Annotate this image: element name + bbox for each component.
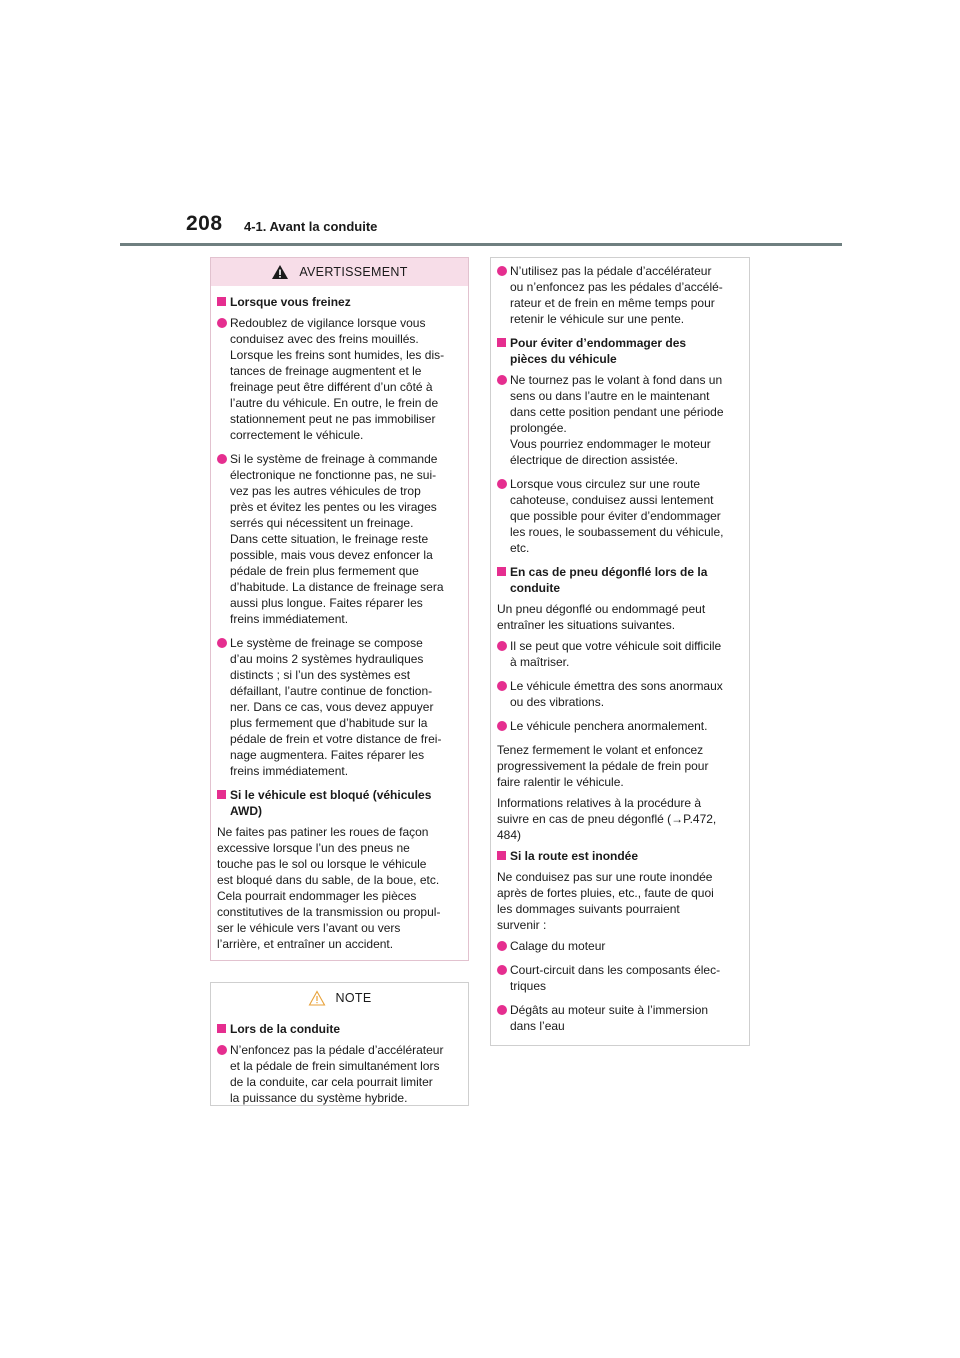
bullet-item [497,962,743,994]
note-title: NOTE [335,991,372,1005]
text-line: freins immédiatement. [230,612,349,626]
text-line: nage augmentera. Faites réparer les [230,748,425,762]
text-line: vez pas les autres véhicules de trop [230,484,421,498]
note-panel [210,982,469,1106]
text-line: et la pédale de frein simultanément lors [230,1059,440,1073]
header-rule [120,243,842,246]
section-heading [497,848,743,864]
text-line: Ne faites pas patiner les roues de façon [217,825,429,839]
text-line: possible, mais vous devez enfoncer la [230,548,433,562]
text-line: est bloqué dans du sable, de la boue, etc. [217,873,440,887]
text-line: Ne tournez pas le volant à fond dans un [510,373,723,387]
text-line: Tenez fermement le volant et enfoncez [497,743,704,757]
section-heading [497,335,743,367]
text-line: que possible pour éviter d’endommager [510,509,721,523]
text-line: etc. [510,541,530,555]
text-line: à maîtriser. [510,655,570,669]
text-line: conduisez avec des freins mouillés. [230,332,419,346]
text-line: dans l’eau [510,1019,565,1033]
text-line: Ne conduisez pas sur une route inondée [497,870,713,884]
text-line: Lorsque vous circulez sur une route [510,477,701,491]
text-line: prolongée. [510,421,567,435]
text-line: En cas de pneu dégonflé lors de la [510,565,708,579]
text-line: après de fortes pluies, etc., faute de quoi [497,886,714,900]
text-line: l’arrière, et entraîner un accident. [217,937,394,951]
text-line: pièces du véhicule [510,352,617,366]
paragraph [497,742,743,790]
text-line: pédale de frein et votre distance de frei- [230,732,442,746]
text-line: excessive lorsque l’un des pneus ne [217,841,410,855]
text-line: freinage peut être différent d’un côté à [230,380,433,394]
warning-triangle-icon [271,264,289,280]
bullet-item [497,263,743,327]
text-line: entraîner les situations suivantes. [497,618,676,632]
text-line: Pour éviter d’endommager des [510,336,687,350]
text-line: freins immédiatement. [230,764,349,778]
text-line: Calage du moteur [510,939,606,953]
text-line: Si le système de freinage à commande [230,452,438,466]
text-line: électronique ne fonctionne pas, ne sui- [230,468,437,482]
note-header [211,983,468,1013]
text-line: Vous pourriez endommager le moteur [510,437,711,451]
text-line: plus fermement que d’habitude sur la [230,716,428,730]
paragraph [497,795,743,843]
text-line: touche pas le sol ou lorsque le véhicule [217,857,427,871]
section-heading [217,294,462,310]
warning-panel [210,257,469,961]
text-line: suivre en cas de pneu dégonflé (→P.472, [497,812,717,826]
text-line: ou n’enfoncez pas les pédales d’accélé- [510,280,723,294]
text-line: dans cette position pendant une période [510,405,724,419]
text-line: 484) [497,828,522,842]
text-line: défaillant, l’autre continue de fonction- [230,684,433,698]
text-line: rateur et de frein en même temps pour [510,296,715,310]
bullet-item [497,372,743,468]
text-line: stationnement peut ne pas immobiliser [230,412,436,426]
bullet-item [497,638,743,670]
bullet-item [497,678,743,710]
text-line: sens ou dans l’autre en le maintenant [510,389,710,403]
text-line: triques [510,979,547,993]
text-line: aussi plus longue. Faites réparer les [230,596,423,610]
text-line: les dommages suivants pourraient [497,902,680,916]
text-line: N’enfoncez pas la pédale d’accélérateur [230,1043,444,1057]
text-line: AWD) [230,804,262,818]
text-line: Lorsque vous freinez [230,295,351,309]
text-line: ou des vibrations. [510,695,605,709]
note-body [211,1013,468,1120]
text-line: d’au moins 2 systèmes hydrauliques [230,652,424,666]
text-line: Le véhicule émettra des sons anormaux [510,679,723,693]
warning-header [211,258,468,286]
text-line: électrique de direction assistée. [510,453,679,467]
text-line: Lorsque les freins sont humides, les dis- [230,348,445,362]
bullet-item [497,718,743,734]
paragraph [217,824,462,952]
text-line: serrés qui nécessitent un freinage. [230,516,414,530]
text-line: Le système de freinage se compose [230,636,423,650]
text-line: Un pneu dégonflé ou endommagé peut [497,602,706,616]
right-column-body [491,258,749,1047]
text-line: correctement le véhicule. [230,428,364,442]
text-line: l’autre du véhicule. En outre, le frein de [230,396,439,410]
section-title: 4-1. Avant la conduite [244,219,378,234]
text-line: tances de freinage augmentent et le [230,364,422,378]
text-line: Si la route est inondée [510,849,639,863]
text-line: ser le véhicule vers l’avant ou vers [217,921,401,935]
text-line: de la conduite, car cela pourrait limiter [230,1075,433,1089]
section-heading [217,787,462,819]
text-line: N’utilisez pas la pédale d’accélérateur [510,264,712,278]
bullet-item [217,1042,462,1106]
page-number: 208 [186,212,223,235]
text-line: cahoteuse, conduisez aussi lentement [510,493,714,507]
text-line: retenir le véhicule sur une pente. [510,312,685,326]
text-line: pédale de frein plus fermement que [230,564,419,578]
text-line: Redoublez de vigilance lorsque vous [230,316,426,330]
paragraph [497,601,743,633]
text-line: Il se peut que votre véhicule soit difficile [510,639,722,653]
text-line: d’habitude. La distance de freinage sera [230,580,444,594]
bullet-item [497,476,743,556]
text-line: près et évitez les pentes ou les virages [230,500,437,514]
bullet-item [217,451,462,627]
text-line: Cela pourrait endommager les pièces [217,889,417,903]
paragraph [497,869,743,933]
caution-triangle-outline-icon [308,990,326,1006]
text-line: survenir : [497,918,547,932]
section-heading [497,564,743,596]
bullet-item [497,938,743,954]
warning-title: AVERTISSEMENT [299,265,408,279]
text-line: Le véhicule penchera anormalement. [510,719,708,733]
text-line: distincts ; si l’un des systèmes est [230,668,411,682]
text-line: les roues, le soubassement du véhicule, [510,525,724,539]
warning-body [211,286,468,963]
text-line: Informations relatives à la procédure à [497,796,702,810]
text-line: faire ralentir le véhicule. [497,775,624,789]
text-line: constitutives de la transmission ou propul- [217,905,441,919]
bullet-item [497,1002,743,1034]
text-line: progressivement la pédale de frein pour [497,759,709,773]
section-heading [217,1021,462,1037]
text-line: Dégâts au moteur suite à l’immersion [510,1003,709,1017]
text-line: Si le véhicule est bloqué (véhicules [230,788,432,802]
text-line: conduite [510,581,560,595]
bullet-item [217,315,462,443]
text-line: Court-circuit dans les composants élec- [510,963,721,977]
right-column-panel [490,257,750,1046]
text-line: ner. Dans ce cas, vous devez appuyer [230,700,434,714]
text-line: Dans cette situation, le freinage reste [230,532,429,546]
text-line: la puissance du système hybride. [230,1091,408,1105]
text-line: Lors de la conduite [230,1022,341,1036]
bullet-item [217,635,462,779]
